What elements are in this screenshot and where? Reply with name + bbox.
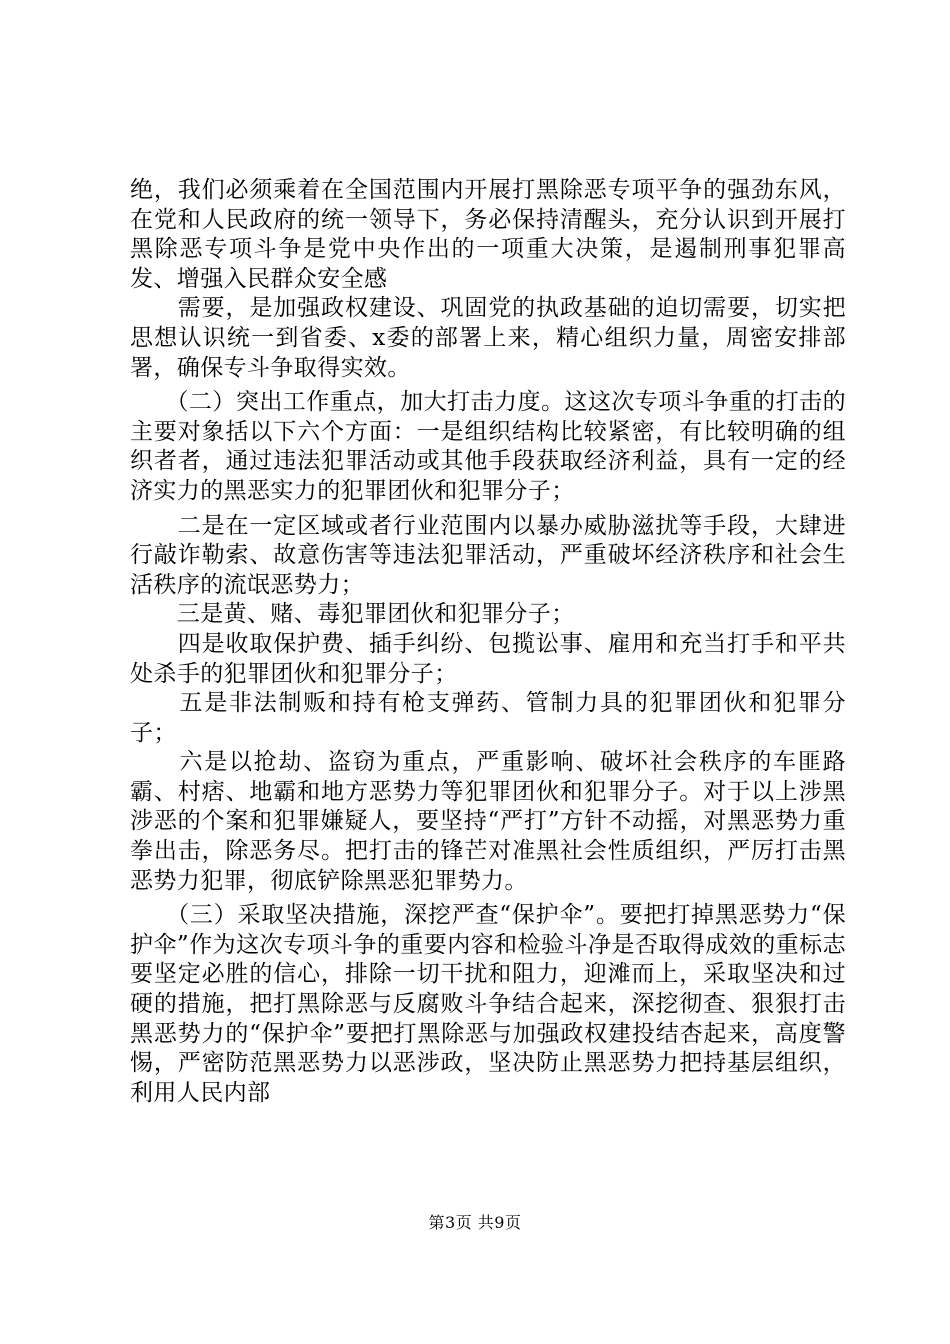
paragraph-continuation: 绝，我们必须乘着在全国范围内开展打黑除恶专项平争的强劲东风，在党和人民政府的统一领导下，务必保持清醒头，充分认识到开展打黑除恶专项斗争是党中央作出的一项重大决策，是遏制刑事犯罪高发、增强入民群众安全感 — [130, 177, 846, 292]
paragraph-section-two: （二）突出工作重点，加大打击力度。这这次专项斗争重的打击的主要对象括以下六个方面：一是组织结构比较紧密，有比较明确的组织者者，通过违法犯罪活动或其他手段获取经济利益，具有一定的经济实力的黑恶实力的犯罪团伙和犯罪分子； — [130, 389, 846, 504]
paragraph-section-three: （三）采取坚决措施，深挖严查“保护伞”。要把打掉黑恶势力“保护伞”作为这次专项斗争的重要内容和检验斗净是否取得成效的重标志要坚定必胜的信心，排除一切干扰和阻力，迎滩而上，采取坚决和过硬的措施，把打黑除恶与反腐败斗争结合起来，深挖彻查、狠狠打击黑恶势力的“保护伞”要把打黑除恶与加强政权建投结杏起来，高度警惕，严密防范黑恶势力以恶涉政，坚决防止黑恶势力把持基层组织，利用人民内部 — [130, 902, 846, 1106]
paragraph-item-six: 六是以抢劫、盗窃为重点，严重影响、破坏社会秩序的车匪路霸、村痞、地霸和地方恶势力等犯罪团伙和犯罪分子。对于以上涉黑涉恶的个案和犯罪嫌疑人，要坚持“严打”方针不动摇，对黑恶势力重拳出击，除恶务尽。把打击的锋芒对准黑社会性质组织，严厉打击黑恶势力犯罪，彻底铲除黑恶犯罪势力。 — [130, 749, 846, 894]
paragraph-item-three: 三是黄、赌、毒犯罪团伙和犯罪分子； — [130, 601, 575, 628]
paragraph-item-five: 五是非法制贩和持有枪支弹药、管制力具的犯罪团伙和犯罪分子； — [130, 690, 846, 746]
document-body — [130, 176, 846, 1108]
paragraph-need: 需要，是加强政权建设、巩固党的执政基础的迫切需要，切实把思想认识统一到省委、x委的部署上来，精心组织力量，周密安排部署，确保专斗争取得实效。 — [130, 295, 846, 381]
paragraph-item-four: 四是收取保护费、插手纠纷、包揽讼事、雇用和充当打手和平共处杀手的犯罪团伙和犯罪分子； — [130, 630, 846, 687]
paragraph-item-two: 二是在一定区域或者行业范围内以暴办威胁滋扰等手段，大肆进行敲诈勒索、故意伤害等违法犯罪活动，严重破坏经济秩序和社会生活秩序的流氓恶势力； — [130, 512, 846, 598]
page-number-footer: 第3页 共9页 — [428, 1213, 522, 1232]
